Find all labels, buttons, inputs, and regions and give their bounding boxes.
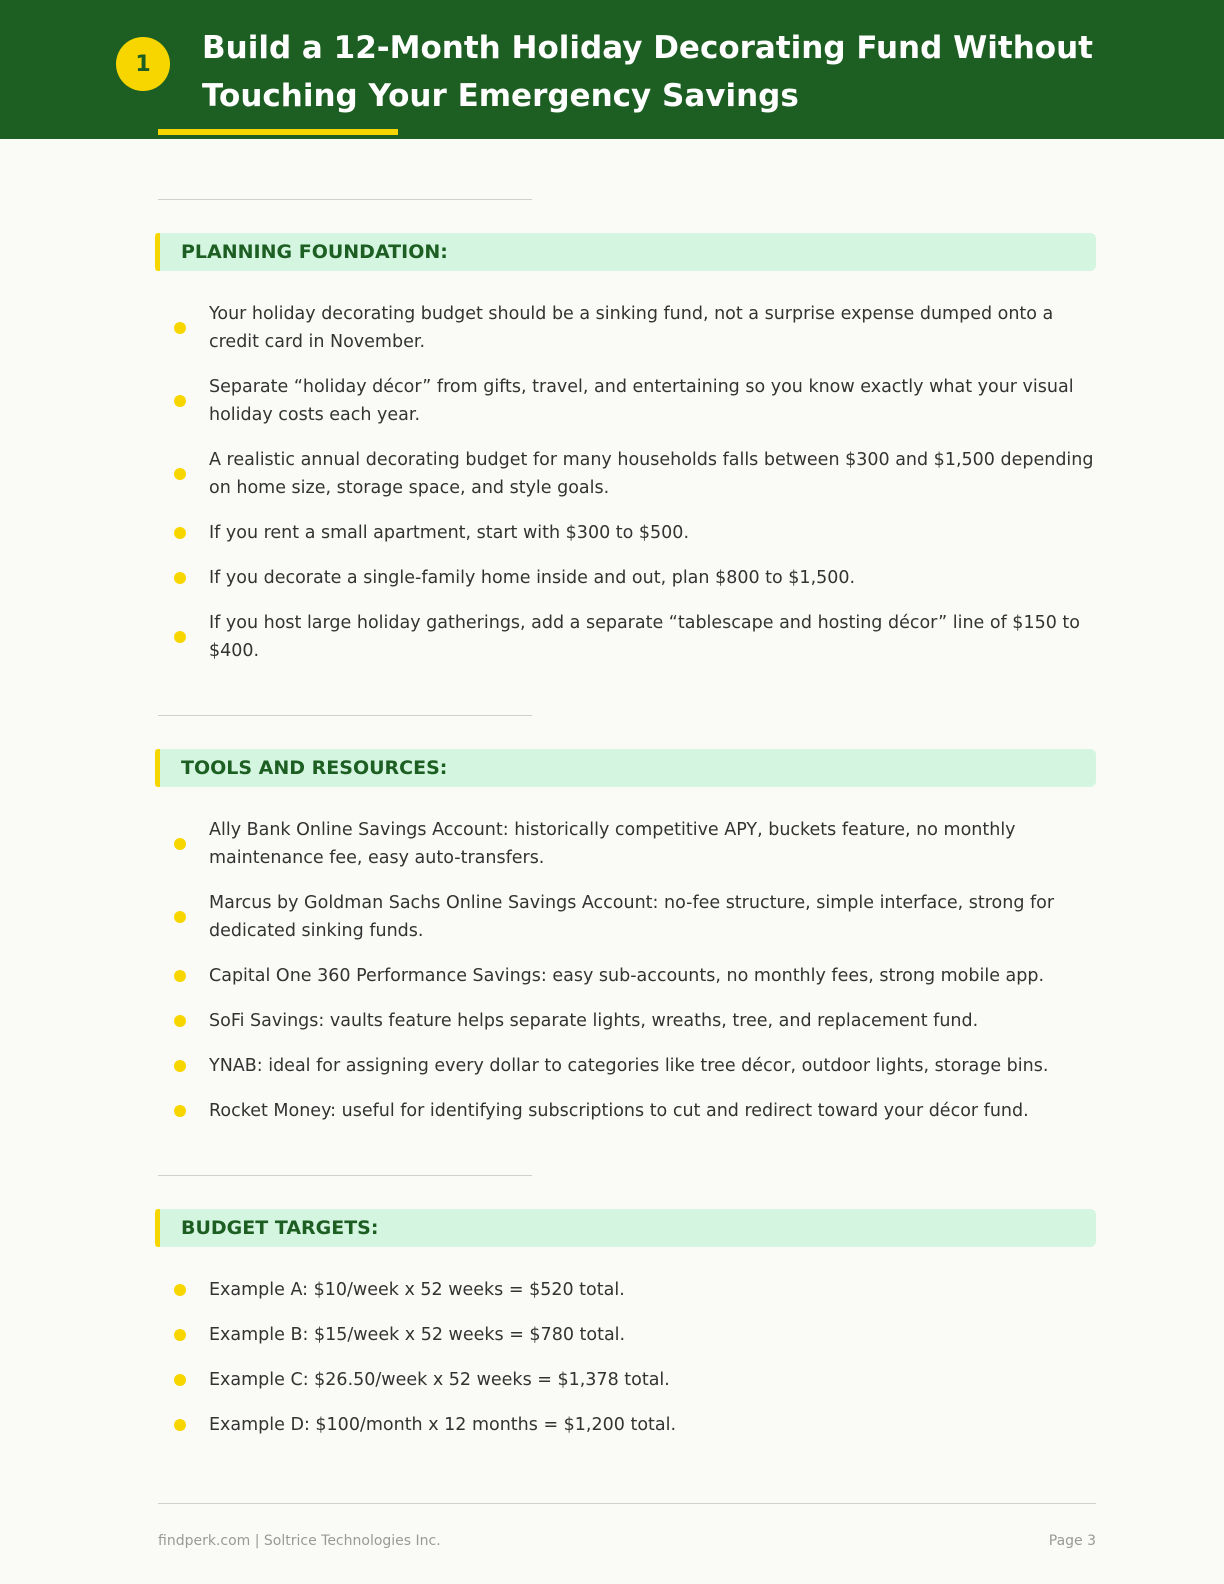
list-item (158, 564, 1096, 592)
section-divider (158, 1175, 532, 1176)
bullet-dot-icon (174, 1374, 186, 1386)
list-item (158, 609, 1096, 665)
bullet-dot-icon (174, 838, 186, 850)
bullet-dot-icon (174, 1284, 186, 1296)
section-budget-targets (158, 1175, 1096, 1439)
bullet-dot-icon (174, 527, 186, 539)
list-item-text: Separate “holiday décor” from gifts, travel, and entertaining so you know exactly what your visual holiday costs each year. (209, 377, 1074, 425)
list-item (158, 1007, 1096, 1035)
list-item-text: Example C: $26.50/week x 52 weeks = $1,378 total. (209, 1370, 670, 1390)
section-divider (158, 199, 532, 200)
bullet-dot-icon (174, 970, 186, 982)
bullet-dot-icon (174, 322, 186, 334)
list-item-text: Capital One 360 Performance Savings: easy sub-accounts, no monthly fees, strong mobile app. (209, 966, 1045, 986)
list-item (158, 816, 1096, 872)
list-item-text: SoFi Savings: vaults feature helps separate lights, wreaths, tree, and replacement fund. (209, 1011, 979, 1031)
list-item (158, 1052, 1096, 1080)
list-item (158, 373, 1096, 429)
section-heading (155, 749, 1096, 787)
section-divider (158, 715, 532, 716)
list-item (158, 962, 1096, 990)
list-item-text: Marcus by Goldman Sachs Online Savings Account: no-fee structure, simple interface, strong for dedicated sinking funds. (209, 893, 1055, 941)
list-item (158, 1411, 1096, 1439)
list-item (158, 1097, 1096, 1125)
list-item-text: Rocket Money: useful for identifying subscriptions to cut and redirect toward your décor fund. (209, 1101, 1029, 1121)
page-header (0, 0, 1224, 139)
list-item-text: Example B: $15/week x 52 weeks = $780 total. (209, 1325, 626, 1345)
bullet-dot-icon (174, 572, 186, 584)
list-item (158, 889, 1096, 945)
section-tools-and-resources (158, 715, 1096, 1125)
list-item-text: If you rent a small apartment, start with $300 to $500. (209, 523, 690, 543)
bullet-dot-icon (174, 1015, 186, 1027)
page-number: Page 3 (1048, 1533, 1096, 1549)
section-heading (155, 233, 1096, 271)
list-item (158, 1366, 1096, 1394)
bullet-dot-icon (174, 1105, 186, 1117)
footer-source: findperk.com | Soltrice Technologies Inc. (158, 1533, 441, 1549)
title-accent-underline (158, 129, 398, 135)
list-item-text: YNAB: ideal for assigning every dollar to categories like tree décor, outdoor lights, storage bins. (209, 1056, 1049, 1076)
bullet-list (158, 300, 1096, 665)
bullet-list (158, 816, 1096, 1125)
section-planning-foundation (158, 199, 1096, 665)
bullet-dot-icon (174, 1060, 186, 1072)
bullet-dot-icon (174, 395, 186, 407)
list-item-text: If you decorate a single-family home inside and out, plan $800 to $1,500. (209, 568, 856, 588)
section-heading-label: BUDGET TARGETS: (181, 1217, 379, 1239)
list-item (158, 1321, 1096, 1349)
list-item-text: If you host large holiday gatherings, add a separate “tablescape and hosting décor” line of $150 to $400. (209, 613, 1080, 661)
bullet-list (158, 1276, 1096, 1439)
list-item-text: Example A: $10/week x 52 weeks = $520 total. (209, 1280, 625, 1300)
list-item (158, 519, 1096, 547)
section-heading-label: TOOLS AND RESOURCES: (181, 757, 448, 779)
list-item (158, 300, 1096, 356)
step-number-badge: 1 (116, 37, 170, 91)
list-item (158, 1276, 1096, 1304)
bullet-dot-icon (174, 468, 186, 480)
list-item-text: Your holiday decorating budget should be a sinking fund, not a surprise expense dumped onto a credit card in November. (209, 304, 1054, 352)
list-item-text: Example D: $100/month x 12 months = $1,200 total. (209, 1415, 677, 1435)
section-heading-label: PLANNING FOUNDATION: (181, 241, 448, 263)
footer-divider (158, 1503, 1096, 1504)
list-item-text: A realistic annual decorating budget for many households falls between $300 and $1,500 depending on home size, storage space, and style goals. (209, 450, 1094, 498)
bullet-dot-icon (174, 1329, 186, 1341)
list-item-text: Ally Bank Online Savings Account: historically competitive APY, buckets feature, no monthly maintenance fee, easy auto-transfers. (209, 820, 1016, 868)
bullet-dot-icon (174, 1419, 186, 1431)
page-title: Build a 12-Month Holiday Decorating Fund Without Touching Your Emergency Savings (202, 30, 1093, 114)
bullet-dot-icon (174, 631, 186, 643)
bullet-dot-icon (174, 911, 186, 923)
main-content (158, 199, 1096, 1489)
section-heading (155, 1209, 1096, 1247)
list-item (158, 446, 1096, 502)
